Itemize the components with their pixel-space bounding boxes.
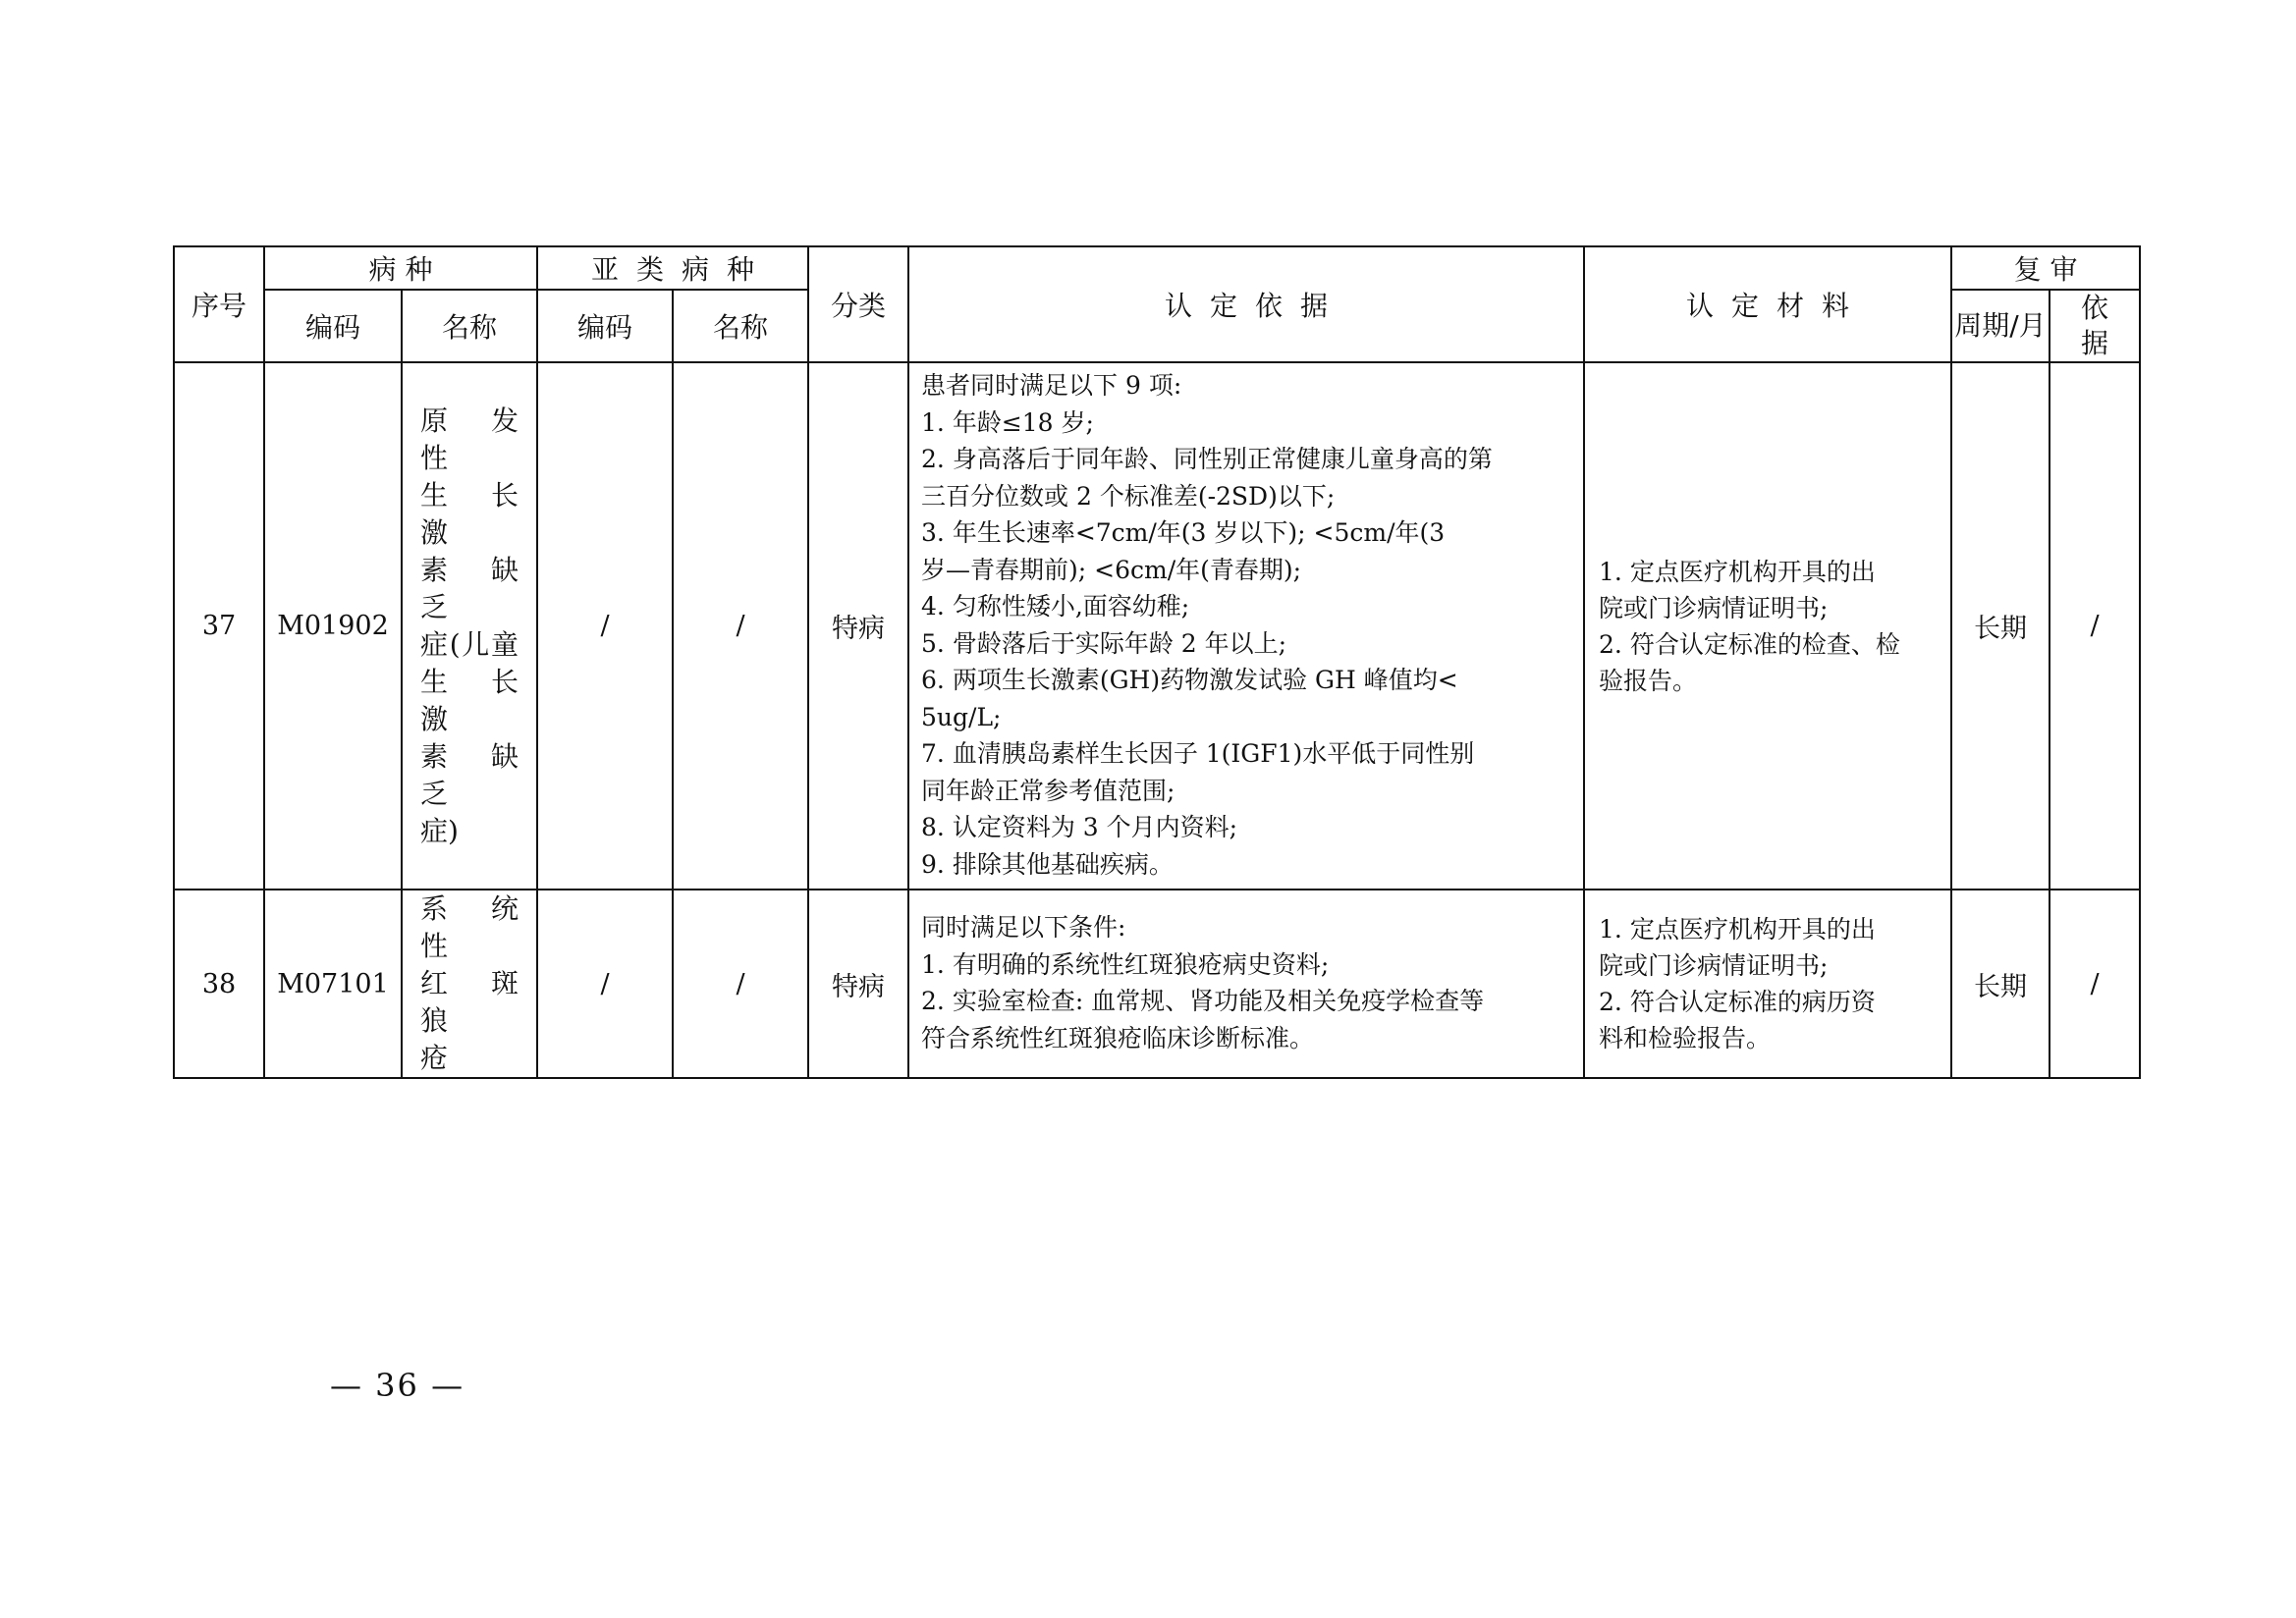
row-basis [908,362,1584,890]
name-line: 红 斑 狼 [420,967,519,1037]
name-line: 素 缺 乏 [420,553,519,623]
basis-line: 同时满足以下条件: [921,913,1126,942]
row-sub-code: / [537,362,673,890]
row-code: M07101 [264,890,402,1078]
basis-line: 患者同时满足以下 9 项: [921,371,1182,400]
row-name [402,362,537,890]
row-period: 长期 [1951,890,2050,1078]
basis-line: 5ug/L; [921,702,1002,731]
row-period: 长期 [1951,362,2050,890]
header-code: 编码 [264,290,402,362]
header-seq: 序号 [174,246,264,362]
basis-line: 三百分位数或 2 个标准差(-2SD)以下; [921,481,1336,511]
page-number: — 36 — [330,1367,465,1404]
header-disease: 病 种 [264,246,537,290]
header-basis: 认定依据 [908,246,1584,362]
basis-line: 4. 匀称性矮小,面容幼稚; [921,592,1190,620]
material-line: 验报告。 [1599,666,1698,695]
header-materials: 认定材料 [1584,246,1951,362]
basis-line: 同年龄正常参考值范围; [921,776,1175,805]
table-row [174,890,2140,1078]
basis-line: 6. 两项生长激素(GH)药物激发试验 GH 峰值均< [921,666,1458,694]
basis-line: 2. 身高落后于同年龄、同性别正常健康儿童身高的第 [921,445,1493,473]
header-sub-name: 名称 [673,290,808,362]
disease-table [173,245,2141,1079]
material-line: 2. 符合认定标准的检查、检 [1599,629,1900,659]
table-row [174,362,2140,890]
row-seq: 37 [174,362,264,890]
basis-line: 5. 骨龄落后于实际年龄 2 年以上; [921,628,1287,658]
header-subtype: 亚类病种 [537,246,808,290]
material-line: 2. 符合认定标准的病历资 [1599,988,1876,1016]
basis-line: 8. 认定资料为 3 个月内资料; [921,813,1238,841]
name-line: 疮 [420,1042,449,1074]
name-line: 系 统 性 [420,892,519,962]
header-sub-code: 编码 [537,290,673,362]
row-materials [1584,362,1951,890]
name-line: 生 长 激 [420,665,519,735]
material-line: 1. 定点医疗机构开具的出 [1599,557,1876,586]
row-review-basis: / [2050,362,2140,890]
material-line: 院或门诊病情证明书; [1599,951,1829,980]
name-line: 生 长 激 [420,478,519,549]
row-review-basis: / [2050,890,2140,1078]
row-sub-name: / [673,890,808,1078]
basis-line: 7. 血清胰岛素样生长因子 1(IGF1)水平低于同性别 [921,739,1475,768]
row-materials [1584,890,1951,1078]
header-review: 复 审 [1951,246,2140,290]
basis-line: 2. 实验室检查: 血常规、肾功能及相关免疫学检查等 [921,987,1485,1015]
header-period: 周期/月 [1951,290,2050,362]
material-line: 1. 定点医疗机构开具的出 [1599,915,1876,944]
name-line: 素 缺 乏 [420,739,519,810]
name-line: 原 发 性 [420,404,519,474]
row-category: 特病 [808,890,908,1078]
row-category: 特病 [808,362,908,890]
row-basis [908,890,1584,1078]
basis-line: 符合系统性红斑狼疮临床诊断标准。 [921,1023,1315,1052]
material-line: 院或门诊病情证明书; [1599,593,1829,622]
basis-line: 岁—青春期前); <6cm/年(青春期); [921,555,1302,584]
name-line: 症) [420,814,459,847]
basis-line: 1. 年龄≤18 岁; [921,407,1094,437]
basis-line: 9. 排除其他基础疾病。 [921,849,1174,879]
header-name: 名称 [402,290,537,362]
row-code: M01902 [264,362,402,890]
row-name [402,890,537,1078]
row-sub-code: / [537,890,673,1078]
row-sub-name: / [673,362,808,890]
header-review-basis: 依据 [2050,290,2140,362]
basis-line: 1. 有明确的系统性红斑狼疮病史资料; [921,949,1330,979]
material-line: 料和检验报告。 [1599,1024,1772,1052]
row-seq: 38 [174,890,264,1078]
basis-line: 3. 年生长速率<7cm/年(3 岁以下); <5cm/年(3 [921,518,1446,547]
header-category: 分类 [808,246,908,362]
name-line: 症(儿童 [420,627,519,661]
